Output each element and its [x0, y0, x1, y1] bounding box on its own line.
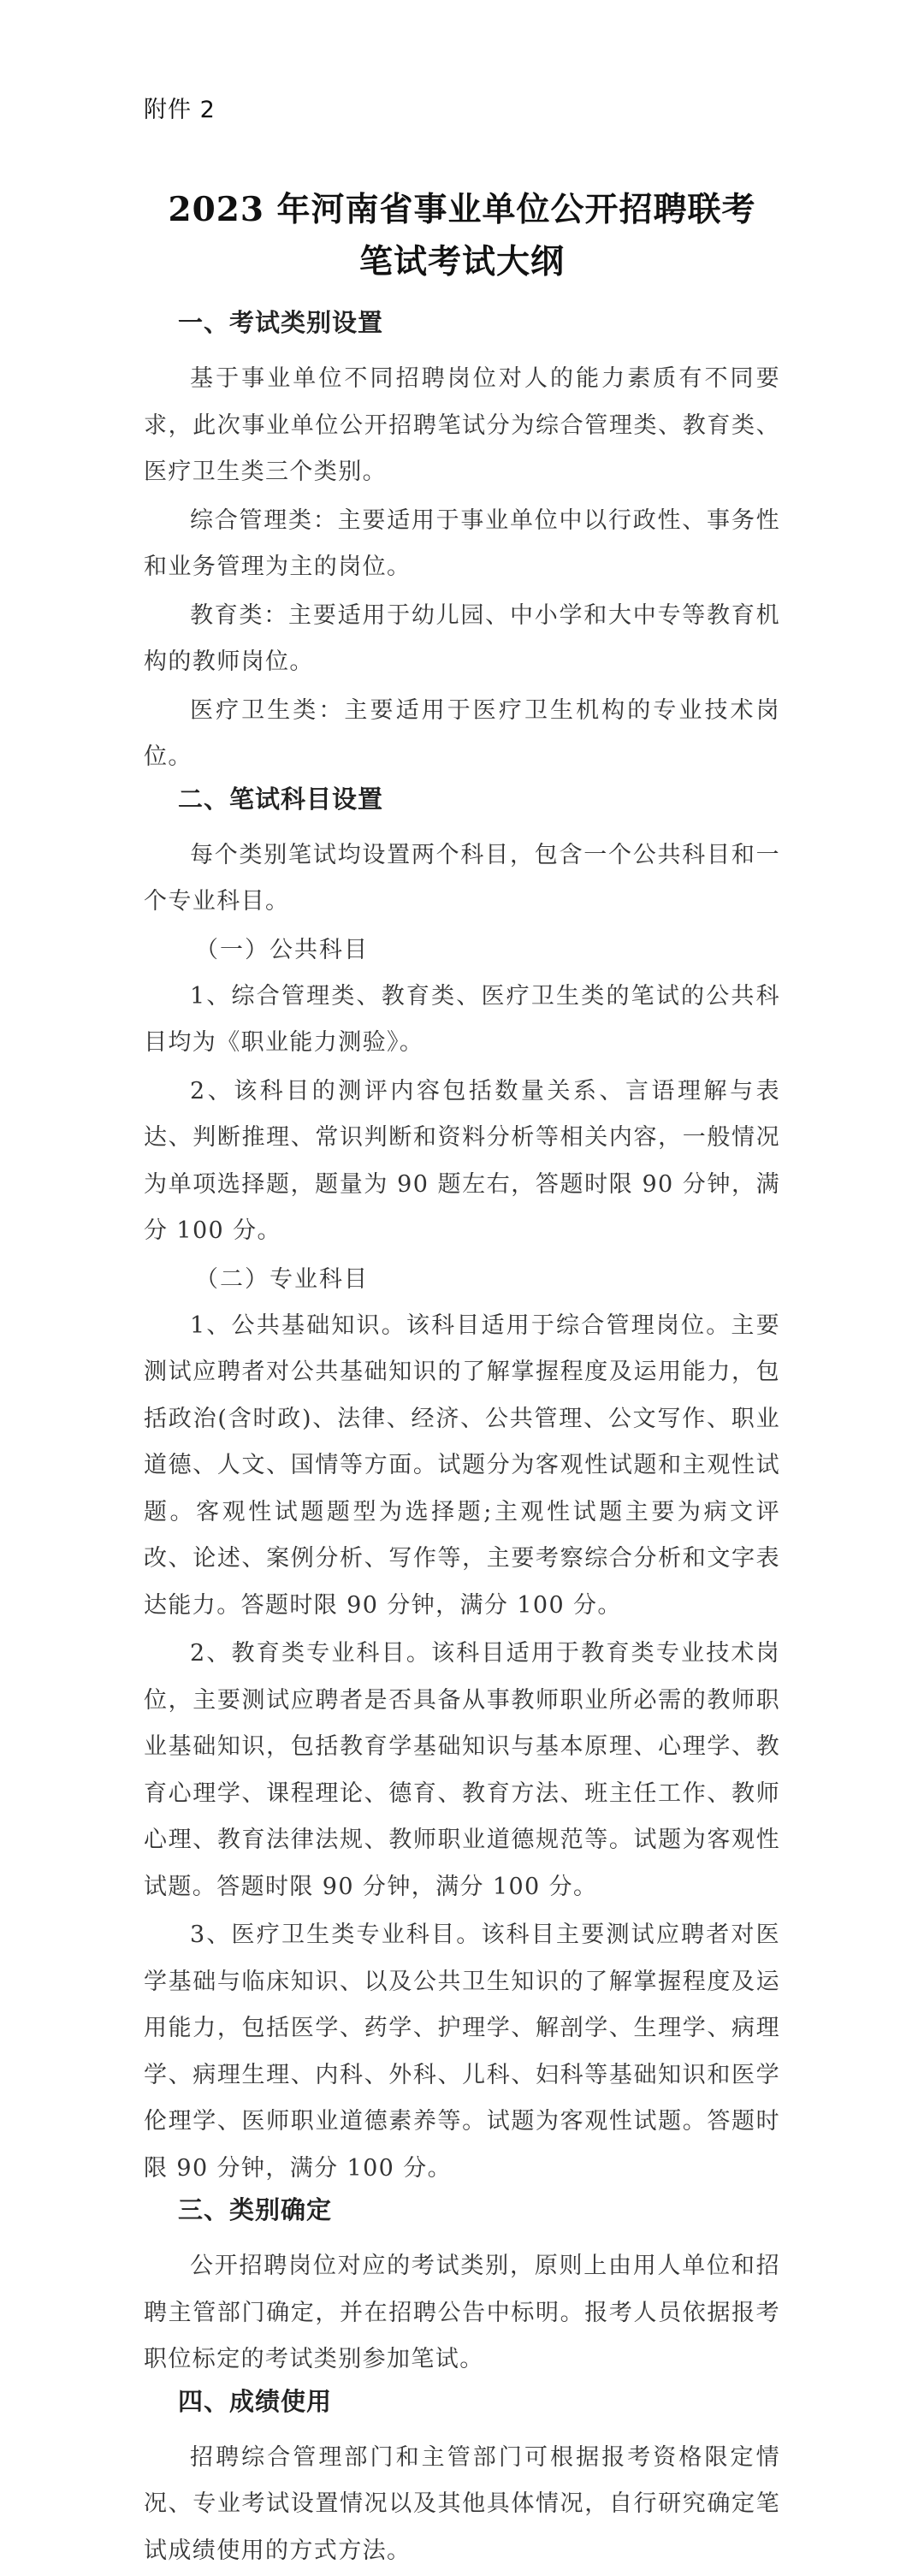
- document-title-line2: 笔试考试大纲: [358, 242, 565, 281]
- section-heading: 一、考试类别设置: [178, 308, 384, 337]
- section-heading: 三、类别确定: [178, 2195, 333, 2224]
- paragraph: 2、该科目的测评内容包括数量关系、言语理解与表达、判断推理、常识判断和资料分析等相关内容，一般情况为单项选择题，题量为 90 题左右，答题时限 90 分钟，满分 100 分。: [144, 1077, 780, 1244]
- paragraph: 医疗卫生类：主要适用于医疗卫生机构的专业技术岗位。: [144, 696, 780, 770]
- attachment-label: 附件 2: [144, 97, 216, 123]
- paragraph: 1、公共基础知识。该科目适用于综合管理岗位。主要测试应聘者对公共基础知识的了解掌握程度及运用能力，包括政治(含时政)、法律、经济、公共管理、公文写作、职业道德、人文、国情等方面。试题分为客观性试题和主观性试题。客观性试题题型为选择题;主观性试题主要为病文评改、论述、案例分析、写作等，主要考察综合分析和文字表达能力。答题时限 90 分钟，满分 100 分。: [144, 1312, 780, 1619]
- document-body: [144, 306, 780, 2576]
- section-heading: 二、笔试科目设置: [178, 784, 384, 814]
- paragraph: 每个类别笔试均设置两个科目，包含一个公共科目和一个专业科目。: [144, 841, 780, 915]
- paragraph: 2、教育类专业科目。该科目适用于教育类专业技术岗位，主要测试应聘者是否具备从事教师职业所必需的教师职业基础知识，包括教育学基础知识与基本原理、心理学、教育心理学、课程理论、德育、教育方法、班主任工作、教师心理、教育法律法规、教师职业道德规范等。试题为客观性试题。答题时限 90 分钟，满分 100 分。: [144, 1640, 780, 1900]
- paragraph: 综合管理类：主要适用于事业单位中以行政性、事务性和业务管理为主的岗位。: [144, 506, 780, 580]
- paragraph: 基于事业单位不同招聘岗位对人的能力素质有不同要求，此次事业单位公开招聘笔试分为综合管理类、教育类、医疗卫生类三个类别。: [144, 365, 780, 485]
- subsection-heading: （一）公共科目: [195, 936, 369, 963]
- paragraph: 公开招聘岗位对应的考试类别，原则上由用人单位和招聘主管部门确定，并在招聘公告中标明。报考人员依据报考职位标定的考试类别参加笔试。: [144, 2253, 780, 2372]
- subsection-heading: （二）专业科目: [195, 1265, 369, 1293]
- document-title-line1: 2023 年河南省事业单位公开招聘联考: [168, 190, 756, 229]
- section-heading: 四、成绩使用: [178, 2386, 333, 2416]
- paragraph: 招聘综合管理部门和主管部门可根据报考资格限定情况、专业考试设置情况以及其他具体情况，自行研究确定笔试成绩使用的方式方法。: [144, 2443, 780, 2564]
- paragraph: 教育类：主要适用于幼儿园、中小学和大中专等教育机构的教师岗位。: [144, 601, 780, 675]
- paragraph: 3、医疗卫生类专业科目。该科目主要测试应聘者对医学基础与临床知识、以及公共卫生知识的了解掌握程度及运用能力，包括医学、药学、护理学、解剖学、生理学、病理学、病理生理、内科、外科、儿科、妇科等基础知识和医学伦理学、医师职业道德素养等。试题为客观性试题。答题时限 90 分钟，满分 100 分。: [144, 1922, 780, 2182]
- paragraph: 1、综合管理类、教育类、医疗卫生类的笔试的公共科目均为《职业能力测验》。: [144, 982, 780, 1056]
